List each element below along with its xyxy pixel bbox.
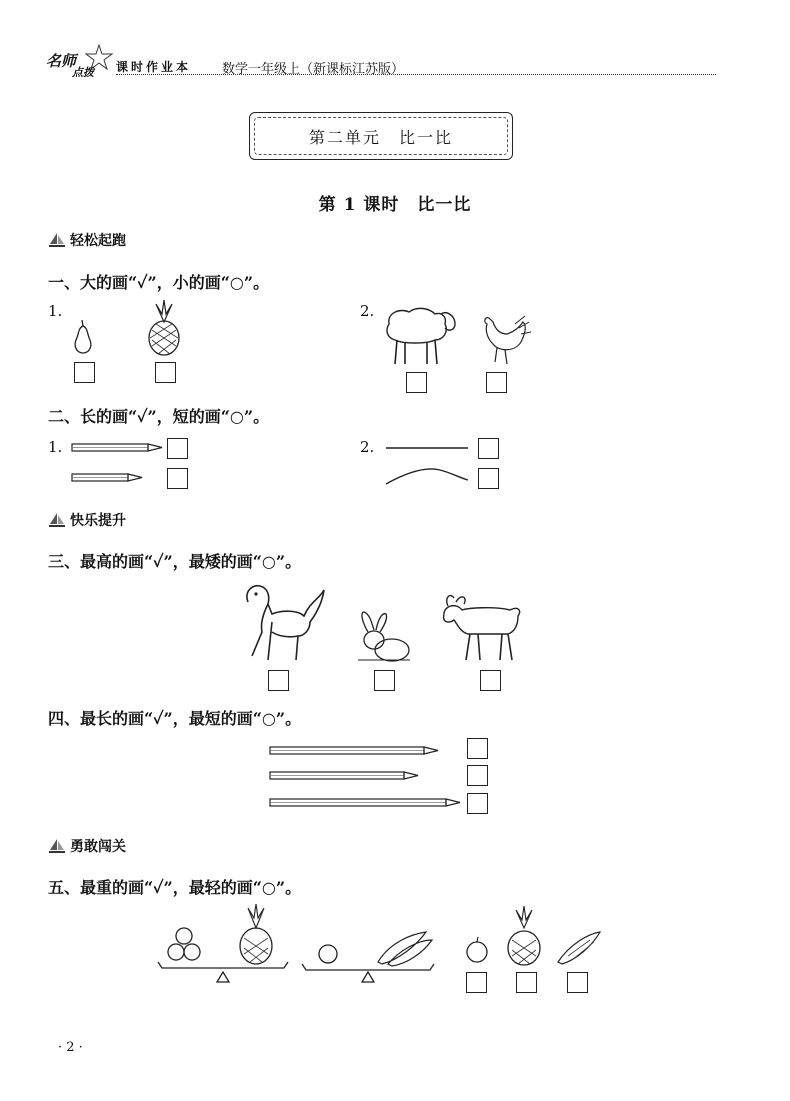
series-title: 课时作业本: [116, 60, 192, 74]
question-3: 三、最高的画“✓”，最矮的画“○”。: [48, 552, 302, 571]
corn-icon: [554, 930, 602, 966]
sailboat-icon: [48, 232, 66, 248]
question-1: 一、大的画“✓”，小的画“○”。: [48, 273, 270, 292]
item-number: 1.: [48, 438, 63, 456]
answer-box[interactable]: [374, 670, 395, 691]
item-number: 2.: [360, 302, 375, 320]
answer-box[interactable]: [467, 738, 488, 759]
answer-box[interactable]: [268, 670, 289, 691]
answer-box[interactable]: [478, 468, 499, 489]
pencil-icon: [70, 441, 166, 455]
answer-box[interactable]: [167, 468, 188, 489]
horse-icon: [238, 582, 326, 664]
question-4: 四、最长的画“✓”，最短的画“○”。: [48, 709, 302, 728]
section-label: 轻松起跑: [70, 233, 126, 249]
star-icon: [84, 44, 114, 70]
pencil-icon: [268, 769, 422, 783]
pencil-icon: [268, 796, 464, 810]
item-number: 2.: [360, 438, 375, 456]
section-header-1: [48, 230, 126, 250]
rabbit-icon: [352, 610, 412, 664]
lines-illustration: [384, 440, 474, 490]
answer-box[interactable]: [406, 372, 427, 393]
section-header-3: [48, 836, 126, 856]
unit-title: 第二单元 比一比: [254, 117, 508, 155]
sailboat-icon: [48, 838, 66, 854]
answer-box[interactable]: [486, 372, 507, 393]
logo-text: 名师: [46, 52, 77, 70]
answer-box[interactable]: [516, 972, 537, 993]
answer-box[interactable]: [466, 972, 487, 993]
rooster-icon: [475, 312, 531, 368]
section-label: 快乐提升: [70, 513, 126, 529]
balance-scale-icon: [300, 924, 436, 986]
question-5: 五、最重的画“✓”，最轻的画“○”。: [48, 878, 302, 897]
apple-icon: [464, 936, 490, 964]
pineapple-icon: [146, 300, 182, 356]
lesson-title: 第 1 课时 比一比: [318, 195, 472, 215]
answer-box[interactable]: [567, 972, 588, 993]
book-title: 数学一年级上（新课标江苏版）: [222, 62, 405, 77]
answer-box[interactable]: [480, 670, 501, 691]
page-number: · 2 ·: [58, 1040, 83, 1055]
answer-box[interactable]: [467, 793, 488, 814]
header-divider: [116, 74, 716, 75]
section-header-2: [48, 510, 126, 530]
answer-box[interactable]: [467, 765, 488, 786]
answer-box[interactable]: [74, 362, 95, 383]
pencil-icon: [70, 471, 146, 485]
logo-subtext: 点拨: [72, 66, 94, 79]
sailboat-icon: [48, 512, 66, 528]
item-number: 1.: [48, 302, 63, 320]
sheep-icon: [383, 302, 459, 368]
balance-scale-icon: [156, 904, 290, 984]
answer-box[interactable]: [167, 438, 188, 459]
question-2: 二、长的画“✓”，短的画“○”。: [48, 407, 270, 426]
goat-icon: [438, 592, 524, 664]
pear-icon: [70, 318, 96, 354]
answer-box[interactable]: [155, 362, 176, 383]
pineapple-icon: [504, 906, 544, 966]
pencil-icon: [268, 744, 442, 758]
section-label: 勇敢闯关: [70, 839, 126, 855]
answer-box[interactable]: [478, 438, 499, 459]
